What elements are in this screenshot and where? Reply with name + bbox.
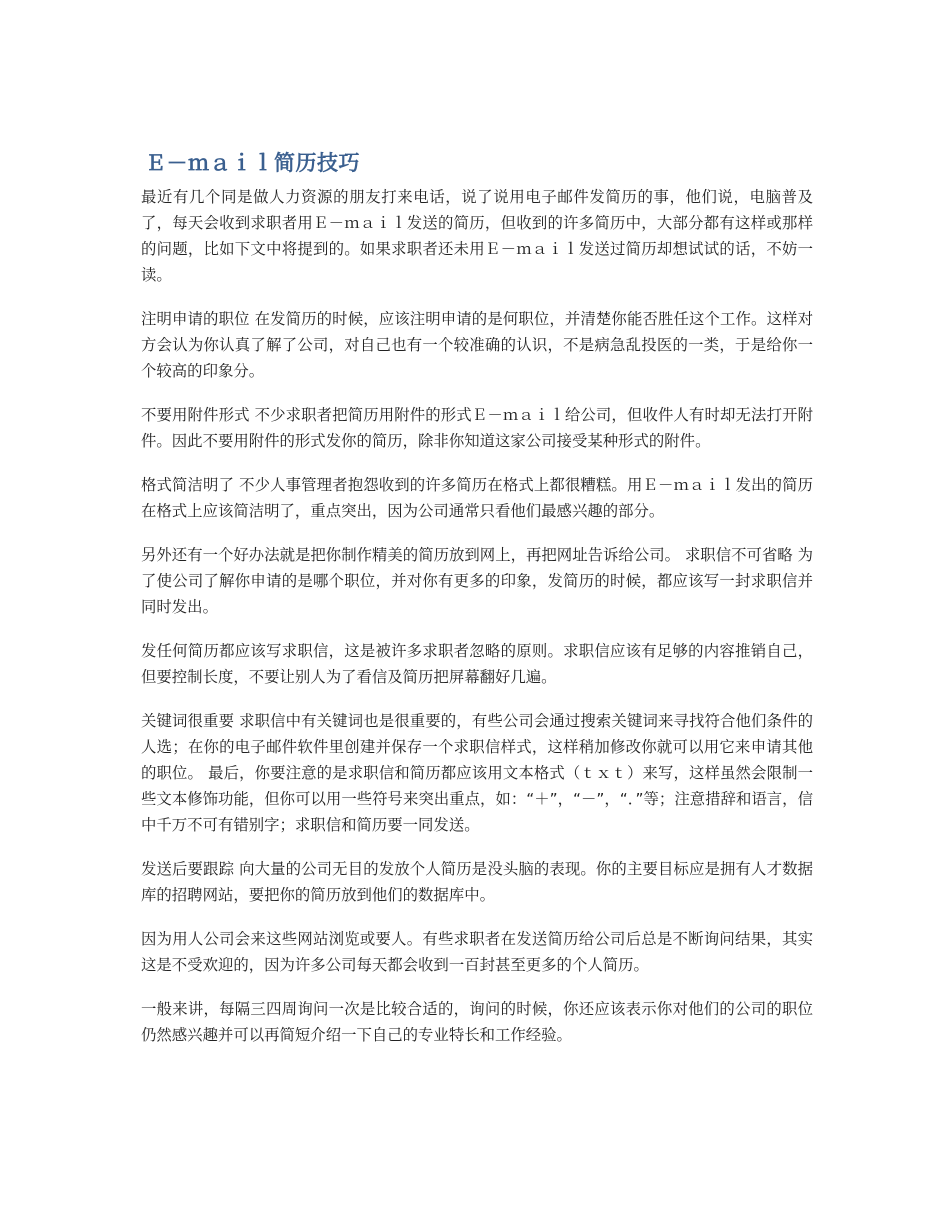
paragraph-position: 注明申请的职位 在发简历的时候，应该注明申请的是何职位，并清楚你能否胜任这个工作。这样对方会认为你认真了解了公司，对自己也有一个较准确的认识，不是病急乱投医的一类，于是给你一个较高的印象分。 — [141, 310, 813, 380]
paragraph-cover-letter: 另外还有一个好办法就是把你制作精美的简历放到网上，再把网址告诉给公司。 求职信不可省略 为了使公司了解你申请的是哪个职位，并对你有更多的印象，发简历的时候，都应该写一封求职信并同时发出。 — [141, 546, 813, 616]
paragraph-intro: 最近有几个同是做人力资源的朋友打来电话，说了说用电子邮件发简历的事，他们说，电脑普及了，每天会收到求职者用Ｅ－ｍａｉｌ发送的简历，但收到的许多简历中，大部分都有这样或那样的问题，比如下文中将提到的。如果求职者还未用Ｅ－ｍａｉｌ发送过简历却想试试的话，不妨一读。 — [141, 188, 813, 284]
paragraph-inquiry: 一般来讲，每隔三四周询问一次是比较合适的，询问的时候，你还应该表示你对他们的公司的职位仍然感兴趣并可以再简短介绍一下自己的专业特长和工作经验。 — [141, 1000, 813, 1044]
paragraph-keywords: 关键词很重要 求职信中有关键词也是很重要的，有些公司会通过搜索关键词来寻找符合他们条件的人选；在你的电子邮件软件里创建并保存一个求职信样式，这样稍加修改你就可以用它来申请其他的职位。 最后，你要注意的是求职信和简历都应该用文本格式（ｔｘｔ）来写，这样虽然会限制一些文本修饰功能，但你可以用一些符号来突出重点，如：“＋”，“－”，“．”等；注意措辞和语言，信中千万不可有错别字；求职信和简历要一同发送。 — [141, 712, 813, 834]
paragraph-websites: 因为用人公司会来这些网站浏览或要人。有些求职者在发送简历给公司后总是不断询问结果，其实这是不受欢迎的，因为许多公司每天都会收到一百封甚至更多的个人简历。 — [141, 930, 813, 974]
paragraph-cover-letter-rule: 发任何简历都应该写求职信，这是被许多求职者忽略的原则。求职信应该有足够的内容推销自己，但要控制长度，不要让别人为了看信及简历把屏幕翻好几遍。 — [141, 642, 813, 686]
document-title: Ｅ－ｍａｉｌ简历技巧 — [145, 151, 360, 175]
paragraph-follow-up: 发送后要跟踪 向大量的公司无目的发放个人简历是没头脑的表现。你的主要目标应是拥有人才数据库的招聘网站，要把你的简历放到他们的数据库中。 — [141, 860, 813, 904]
paragraph-format: 格式简洁明了 不少人事管理者抱怨收到的许多简历在格式上都很糟糕。用Ｅ－ｍａｉｌ发出的简历在格式上应该简洁明了，重点突出，因为公司通常只看他们最感兴趣的部分。 — [141, 476, 813, 520]
document-page — [141, 146, 813, 1066]
paragraph-attachment: 不要用附件形式 不少求职者把简历用附件的形式Ｅ－ｍａｉｌ给公司，但收件人有时却无法打开附件。因此不要用附件的形式发你的简历，除非你知道这家公司接受某种形式的附件。 — [141, 406, 813, 450]
